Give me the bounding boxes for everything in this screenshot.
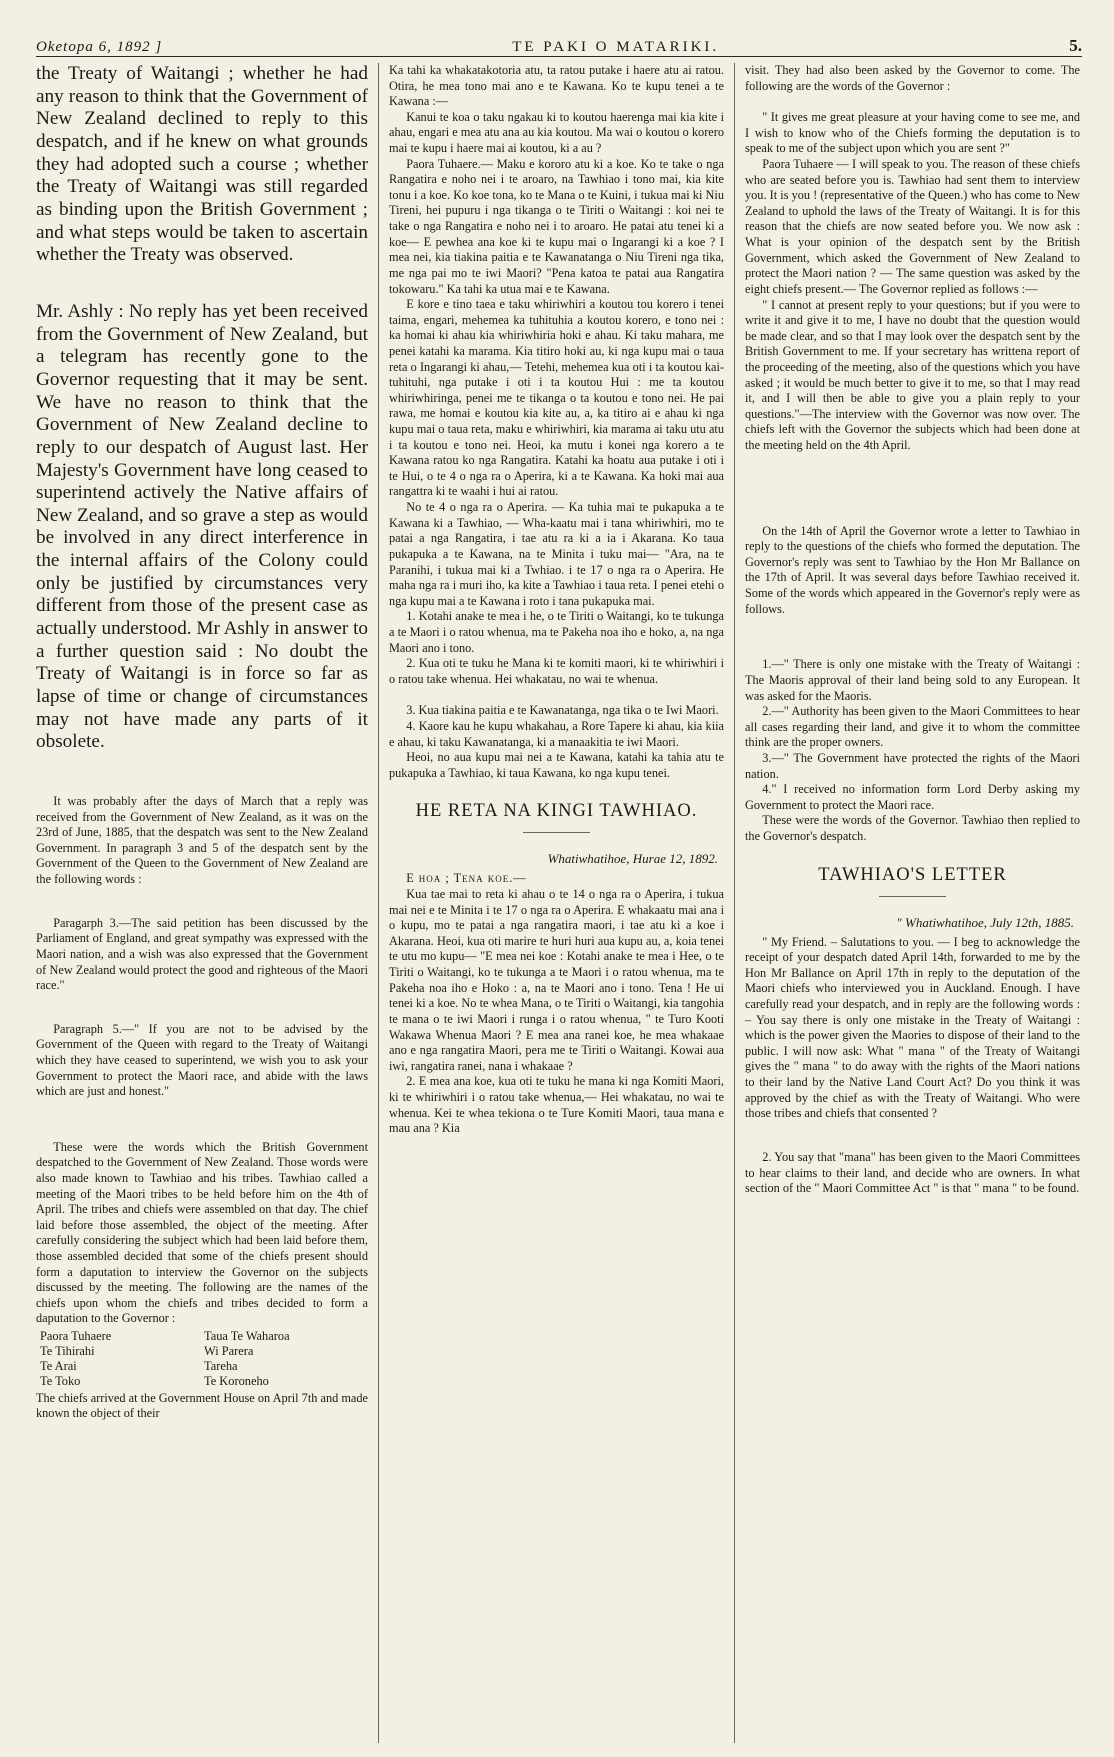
article-paragraph: These were the words which the British Government despatched to the Government of New Zealand. Those words were also made known to Tawhiao and his tribes. Tawhiao called a meeting of the Maori tribes to be held before him on the 4th of April. The tribes and chiefs were assembled on that day. The chief laid before those assembled, the object of the meeting. After carefully considering the subject which had been laid before them, those assembled decided that some of the chiefs present should form a daputation to interview the Governor on the subjects discussed by the meeting. The following are the names of the chiefs upon whom the chiefs and tribes decided to form a daputation to the Governor : xyxy=(36,1139,368,1326)
article-paragraph: The chiefs arrived at the Government House on April 7th and made known the object of their xyxy=(36,1390,368,1421)
article-paragraph: Kanui te koa o taku ngakau ki to koutou haerenga mai kia kite i ahau, engari e mea atu ana au kia koutou. Ma wai o koutou o korero mai te kupu i haere mai ai koutou, ki a au ? xyxy=(389,109,724,156)
article-paragraph: 3. Kua tiakina paitia e te Kawanatanga, nga tika o te Iwi Maori. xyxy=(406,703,719,718)
article-paragraph: Paragraph 5.—" If you are not to be advised by the Government of the Queen with regard to the Treaty of Waitangi which they have ceased to superintend, we wish you to ask your Government to protect the Maori race, and abide with the laws which are just and honest." xyxy=(36,1021,368,1099)
masthead-title: TE PAKI O MATARIKI. xyxy=(512,39,720,55)
letter-dateline: Whatiwhatihoe, Hurae 12, 1892. xyxy=(547,851,718,867)
article-paragraph: 1. Kotahi anake te mea i he, o te Tiriti o Waitangi, ko te tukunga a te Maori i o ratou whenua, ma te Pakeha noa iho e hoko, a, na nga Maori ano i tono. xyxy=(389,609,724,655)
article-paragraph: Mr. Ashly : No reply has yet been received from the Government of New Zealand, but a telegram has recently gone to the Governor requesting that it may be sent. We have no reason to think that the Government of New Zealand decline to reply to our despatch of August last. Her Majesty's Government have long ceased to superintend actively the Native affairs of New Zealand, and so grave a step as would be involved in any direct interference in the internal affairs of the Colony could only be justified by circumstances very different from those of the present case as actually understood. Mr Ashly in answer to a further question said : No doubt the Treaty of Waitangi is in force so far as lapse of time or change of circumstances may not have made any parts of it obsolete. xyxy=(36,300,368,753)
article-paragraph: Paora Tuhaere — I will speak to you. The reason of these chiefs who are seated before you is. Tawhiao had sent them to interview you. It is you ! (representative of the Queen.) who has come to New Zealand to uphold the laws of the Treaty of Waitangi. It is for this reason that the chiefs are now seated before you. We now ask : What is your opinion of the despatch sent by the British Government, which asked the Government of New Zealand to protect the Maori nation ? — The same question was asked by the eight chiefs present.— The Governor replied as follows :— xyxy=(745,157,1080,296)
article-paragraph: These were the words of the Governor. Tawhiao then replied to the Governor's despatch. xyxy=(745,813,1080,843)
article-paragraph: 4. Kaore kau he kupu whakahau, a Rore Tapere ki ahau, kia kiia e ahau, ki taku Kawanatanga, ki a manaakitia te iwi Maori. xyxy=(389,718,724,749)
column-3 xyxy=(734,63,1080,1743)
article-paragraph: 1.—" There is only one mistake with the Treaty of Waitangi : The Maoris approval of their land being sold to any European. It was asked for the Maoris. xyxy=(745,657,1080,703)
article-paragraph: the Treaty of Waitangi ; whether he had any reason to think that the Government of New Zealand declined to reply to this despatch, and if he knew on what grounds they had adopted such a course ; whether the Treaty of Waitangi was still regarded as binding upon the British Government ; and what steps would be taken to ascertain whether the Treaty was observed. xyxy=(36,63,368,266)
section-heading: TAWHIAO'S LETTER xyxy=(818,864,1007,885)
page-number: 5. xyxy=(1069,36,1082,55)
column-2 xyxy=(378,63,734,1743)
article-paragraph: Heoi, no aua kupu mai nei a te Kawana, katahi ka tahia atu te pukapuka a Tawhiao, ki taua Kawana, ko nga kupu tenei. xyxy=(389,750,724,780)
article-paragraph: " I cannot at present reply to your questions; but if you were to write it and give it to me, I have no doubt that the question would be made clear, and so that I may look over the despatch sent by the British Government to me. If your secretary has writtena report of the proceeding of the meeting, also of the questions which you have asked ; it would be much better to give it to me, so that I may read it, and I will then be able to give you a plain reply to your questions."—The interview with the Governor was now over. The chiefs left with the Governor the subjects which had been done at the meeting held on the 4th April. xyxy=(745,297,1080,453)
letter-dateline: " Whatiwhatihoe, July 12th, 1885. xyxy=(896,914,1074,930)
chief-name: Paora Tuhaere xyxy=(40,1329,112,1344)
article-paragraph: Paragarph 3.—The said petition has been discussed by the Parliament of England, and great sympathy was expressed with the Maori nation, and a wish was also expressed that the Government of New Zealand would protect the good and righteous of the Maori race." xyxy=(36,915,368,993)
article-paragraph: It was probably after the days of March that a reply was received from the Government of New Zealand, as it was on the 23rd of June, 1885, that the despatch was sent to the New Zealand Government. In paragraph 3 and 5 of the despatch sent by the Government of the Queen to the Government of New Zealand are the following words : xyxy=(36,794,368,887)
divider xyxy=(879,896,946,897)
issue-date: Oketopa 6, 1892 ] xyxy=(36,39,163,55)
chief-name: Tareha xyxy=(204,1358,238,1373)
page-header xyxy=(36,30,1082,57)
chief-name: Te Koroneho xyxy=(204,1373,269,1388)
article-paragraph: visit. They had also been asked by the Governor to come. The following are the words of the Governor : xyxy=(745,63,1080,93)
chief-name: Te Arai xyxy=(40,1358,77,1373)
article-paragraph: 2. Kua oti te tuku he Mana ki te komiti maori, ki te whiriwhiri i o ratou take whenua. Hei whakatau, no wai te whenua. xyxy=(389,656,724,686)
article-paragraph: Paora Tuhaere.— Maku e kororo atu ki a koe. Ko te take o nga Rangatira e noho nei i te aroaro, na Tawhiao i tono mai, kia kite tonu i a koe. Ko koe tona, ko te Mana o te Kuini, i tukua mai ki Niu Tireni, hei pupuru i nga tikanga o te Tiriti o Waitangi : koi nei te take o nga Rangatira e noho nei i to aroaro. He patai atu tenei ki a koe— E pewhea ana koe ki te kupu mai o Ingarangi ki a koe ? I mea nei, kia tiakina paitia e te Kawanatanga o Niu Tireni nga tika, me nga pai mo te iwi Maori? "Pena katoa te patai aua Rangatira tokowaru." Ka tahi ka utua mai e te Kawana. xyxy=(389,156,724,296)
article-paragraph: E kore e tino taea e taku whiriwhiri a koutou tou korero i tenei taima, engari, mehemea ka tuhituhia a koutou korero, e tono nei : ka homai ki ahau kia whiriwhiria hoki e ahau. Ki taku mahara, me penei katahi ka marama. Kia titiro hoki au, ki nga kupu mai o taua reta o Ingarangi ki ahau,— Tetehi, mehemea kua oti i ta koutou kai-tuhituhi, nga putake i oti i ta koutou Hui : me ta koutou whiriwhiringa, penei me te tikanga o ta koutou e tono nei. He pai rawa, me homai e koutou kia kite au, a, ka titiro ai e ahau ki nga kupu mai o taua reta, maku e whiriwhiri, kia marama ai taku utu atu i ta koutou e tono nei. Heoi, ka mutu i konei nga korero a te Kawana ratou ko nga Rangatira. Katahi ka hoatu aua putake i oti i te Hui, o te 4 o nga ra o Aperira, ki a te Kawana. Ka hoki mai aua rangattra ki te waahi i hui ai ratou. xyxy=(389,297,724,499)
article-paragraph: 2.—" Authority has been given to the Maori Committees to hear all cases regarding their land, and give it to whom the committee think are the proper owners. xyxy=(745,704,1080,750)
section-heading: HE RETA NA KINGI TAWHIAO. xyxy=(415,801,698,822)
article-paragraph: 2. You say that "mana" has been given to the Maori Committees to hear claims to their land, and decide who are owners. In what section of the " Maori Committee Act " is that " mana " to be found. xyxy=(745,1149,1080,1196)
article-paragraph: 3.—" The Government have protected the rights of the Maori nation. xyxy=(745,750,1080,781)
article-paragraph: 4." I received no information form Lord Derby asking my Government to protect the Maori race. xyxy=(745,782,1080,812)
article-paragraph: " It gives me great pleasure at your having come to see me, and I wish to know who of the Chiefs forming the deputation is to speak to me of the subject upon which you are sent ?" xyxy=(745,110,1080,156)
chief-name: Te Tihirahi xyxy=(40,1343,95,1358)
letter-salutation: E hoa ; Tena koe.— xyxy=(406,871,527,886)
chief-name: Te Toko xyxy=(40,1373,81,1388)
chief-name: Wi Parera xyxy=(204,1343,254,1358)
article-paragraph: No te 4 o nga ra o Aperira. — Ka tuhia mai te pukapuka a te Kawana ki a Tawhiao, — Wha-kaatu mai i tana whiriwhiri, mo te patai a nga Rangatira, i tae atu ra ki a ia i Akarana. Ko taua pukapuka a te Kawana, na te Minita i tuku mai— "Ara, na te Paranihi, i tukua mai ki a Twhiao. i te 17 o nga ra o Aperira. He maha nga ra i muri iho, ka kite a Tawhiao i taua reta. I penei etehi o nga kupu mai a te Kawana i roto i tana pukapuka mai. xyxy=(389,500,724,608)
divider xyxy=(523,832,590,833)
column-1 xyxy=(36,63,378,1743)
article-paragraph: 2. E mea ana koe, kua oti te tuku he mana ki nga Komiti Maori, ki te whiriwhiri i o ratou take whenua,— Hei whakatau, no wai te whenua. Kei te whea tekiona o te Ture Komiti Maori, taua mana e mau ana ? Kia xyxy=(389,1074,724,1136)
chief-name: Taua Te Waharoa xyxy=(204,1329,290,1344)
columns xyxy=(36,63,1082,1743)
article-paragraph: Ka tahi ka whakatakotoria atu, ta ratou putake i haere atu ai ratou. Otira, he mea tono mai ano e te Kawana. Ko te kupu tenei a te Kawana :— xyxy=(389,63,724,109)
article-paragraph: Kua tae mai to reta ki ahau o te 14 o nga ra o Aperira, i tukua mai nei e te Minita i te 17 o nga ra o Aperira. E whakaatu mai ana i o kupu, mo te patai a nga rangatira maori, i tae atu ki a koe i Akarana. Heoi, kua oti marire te huri huri aua kupu au, a, koia tenei te utu mo kupu— "E mea nei koe : Kotahi anake te mea i Hee, o te Tiriti o Waitangi, ko te tukunga a te Maori i o ratou whenua, ma te Pakeha noa iho e Hoko : a, na te Maori ano i tono. Tena ! He ui tenei ki a koe. No te whea Mana, o te Tiriti o Waitangi, kia tangohia te mana o te iwi Maori i runga i o ratou whenua, " te Turo Kooti Wakawa Whenua Maori ? E mea ana ranei koe, he mea whakaae ano e nga rangatira Maori, pera me te Tiriti o Waitangi. Kowai aua iwi, rangatira ranei, nana i whakaae ? xyxy=(389,887,724,1073)
article-paragraph: On the 14th of April the Governor wrote a letter to Tawhiao in reply to the questions of the chiefs who formed the deputation. The Governor's reply was sent to Tawhiao by the Hon Mr Ballance on the 17th of April. It was several days before Tawhiao received it. Some of the words which appeared in the Governor's reply were as follows. xyxy=(745,523,1080,616)
chief-names xyxy=(36,1329,368,1389)
article-paragraph: " My Friend. – Salutations to you. — I beg to acknowledge the receipt of your despatch dated April 14th, forwarded to me by the Hon Mr Ballance on April 17th in reply to the deputation of the Maori chiefs who interviewed you in Auckland. Enough. I have carefully read your despatch, and in reply are the following words : – You say there is only one mistake in the Treaty of Waitangi : which is the power given the Maories to dispose of their land to the public. I will now ask: What " mana " of the Treaty of Waitangi gives the " mana " to do away with the rights of the Maori nations to their land by the Native Land Court Act? Do you think it was approved by the chief as with the Treaty of Waitangi. Who were those tribes and chiefs that consented ? xyxy=(745,934,1080,1121)
